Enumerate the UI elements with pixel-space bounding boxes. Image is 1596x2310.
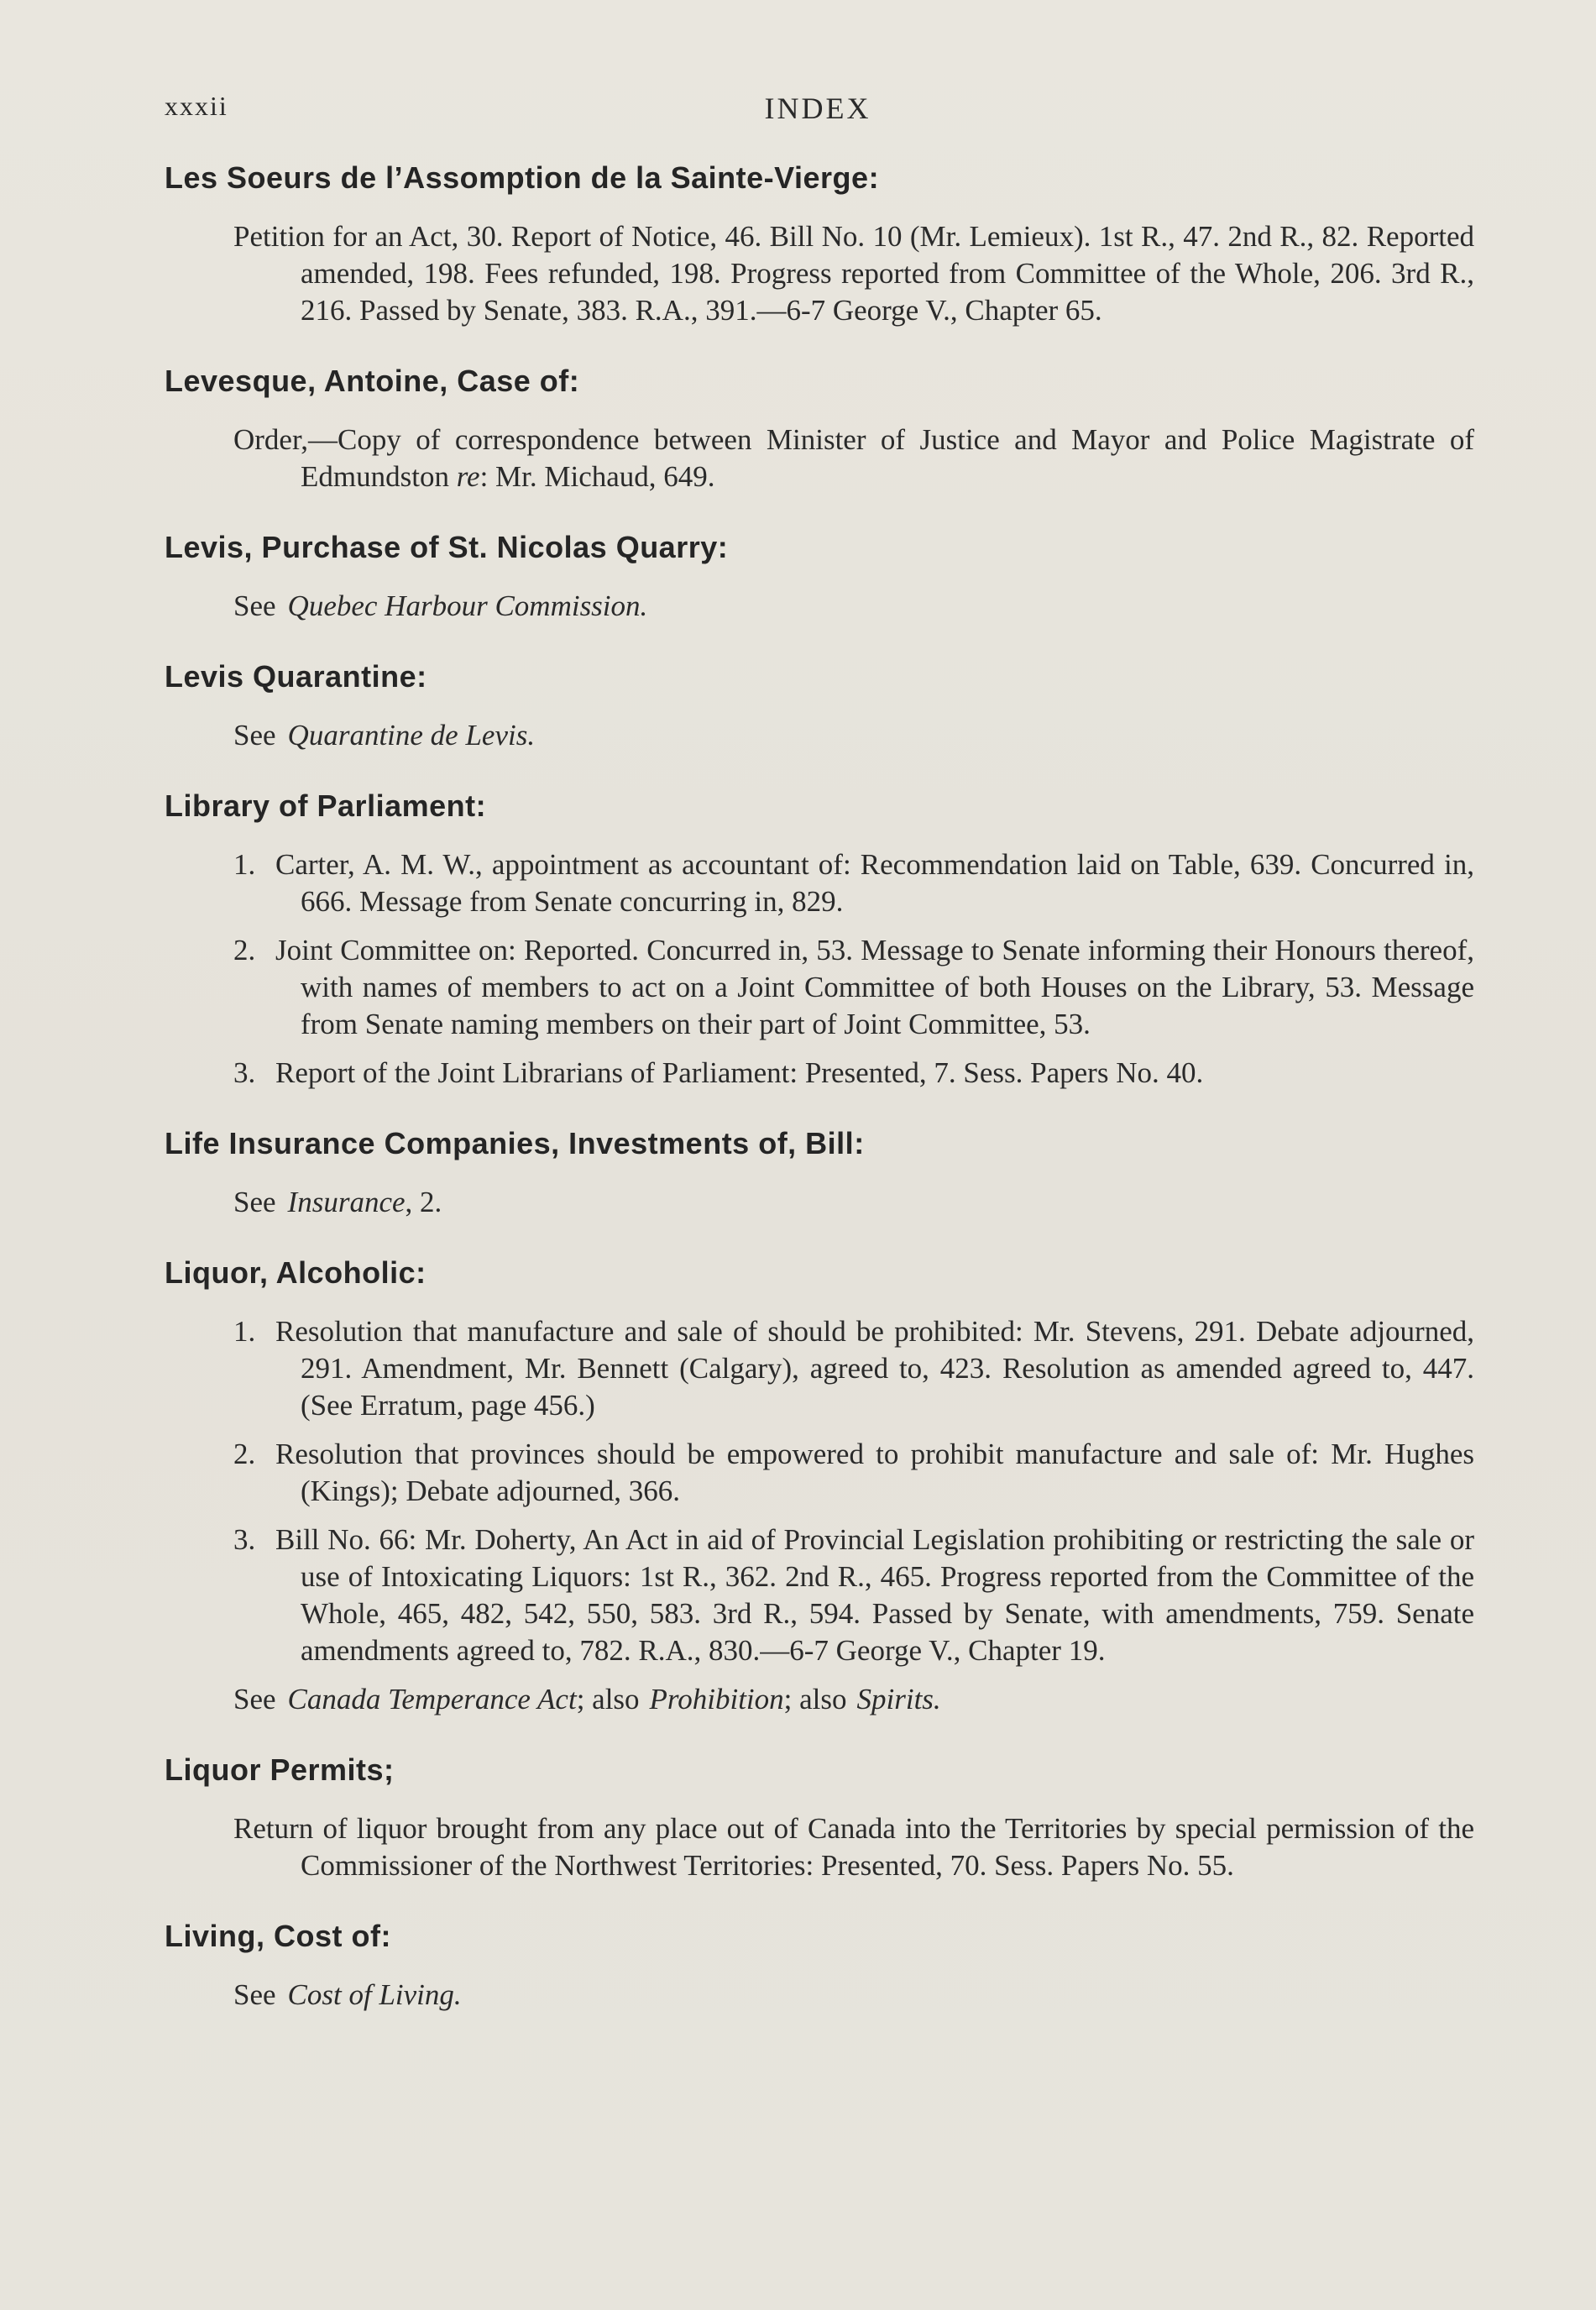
entry-heading: Levesque, Antoine, Case of: [165, 364, 580, 398]
see-reference [165, 717, 1474, 754]
item-number: 1. [233, 848, 256, 881]
see-label: See [233, 719, 276, 752]
paragraph-text: : Mr. Michaud, 649. [479, 460, 715, 493]
index-entry-liquor-permits [165, 1752, 1474, 1884]
index-entry-levis-quarantine [165, 658, 1474, 754]
see-label: See [233, 589, 276, 622]
item-number: 1. [233, 1315, 256, 1348]
item-text: Joint Committee on: Reported. Concurred in, 53. Message to Senate informing their Honours thereof, with names of members to act on a Joint Committee of both Houses on the Library, 53. Message from Senate naming members on their part of Joint Committee, 53. [275, 934, 1474, 1040]
paragraph-italic: re [456, 460, 480, 493]
see-label: See [233, 1186, 276, 1218]
item-number: 2. [233, 934, 256, 966]
item-text: Report of the Joint Librarians of Parliament: Presented, 7. Sess. Papers No. 40. [275, 1056, 1204, 1089]
entry-heading: Life Insurance Companies, Investments of, Bill: [165, 1126, 865, 1160]
entry-heading: Library of Parliament: [165, 788, 487, 823]
index-entry-life-insurance [165, 1125, 1474, 1221]
index-entry-levis-purchase [165, 529, 1474, 625]
reference-separator: ; also [576, 1683, 640, 1715]
numbered-item [165, 1055, 1474, 1092]
cross-reference: Canada Temperance Act [287, 1683, 577, 1715]
entry-paragraph [165, 422, 1474, 495]
page-number: xxxii [165, 91, 228, 121]
index-entry-liquor-alcoholic [165, 1255, 1474, 1718]
see-reference [165, 588, 1474, 625]
reference-suffix: , 2. [405, 1186, 442, 1218]
page-title: INDEX [764, 92, 871, 125]
item-text: Resolution that manufacture and sale of should be prohibited: Mr. Stevens, 291. Debate adjourned, 291. Amendment, Mr. Bennett (Calgary), agreed to, 423. Resolution as amended agreed to, 447. (See Erratum, page 456.) [275, 1315, 1474, 1422]
running-head [165, 91, 1471, 128]
numbered-item [165, 1436, 1474, 1510]
item-number: 3. [233, 1523, 256, 1556]
cross-reference: Cost of Living. [287, 1978, 462, 2011]
cross-reference: Prohibition [649, 1683, 784, 1715]
index-entry-levesque [165, 363, 1474, 495]
numbered-item [165, 932, 1474, 1043]
index-entry-les-soeurs [165, 160, 1474, 329]
entry-heading: Liquor, Alcoholic: [165, 1255, 426, 1290]
entry-heading: Levis Quarantine: [165, 659, 427, 694]
see-reference [165, 1977, 1474, 2014]
item-text: Carter, A. M. W., appointment as accountant of: Recommendation laid on Table, 639. Concurred in, 666. Message from Senate concurring in, 829. [275, 848, 1474, 918]
index-entry-library [165, 788, 1474, 1092]
item-number: 3. [233, 1056, 256, 1089]
index-content [165, 160, 1474, 2047]
numbered-item [165, 1522, 1474, 1669]
numbered-item [165, 846, 1474, 920]
entry-heading: Levis, Purchase of St. Nicolas Quarry: [165, 530, 729, 564]
entry-paragraph: Petition for an Act, 30. Report of Notice, 46. Bill No. 10 (Mr. Lemieux). 1st R., 47. 2nd R., 82. Reported amended, 198. Fees refunded, 198. Progress reported from Committee of the Whole, 206. 3rd R., 216. Passed by Senate, 383. R.A., 391.—6-7 George V., Chapter 65. [233, 220, 1474, 327]
cross-reference: Quarantine de Levis. [287, 719, 536, 752]
item-number: 2. [233, 1438, 256, 1470]
cross-reference: Spirits. [856, 1683, 941, 1715]
item-text: Bill No. 66: Mr. Doherty, An Act in aid of Provincial Legislation prohibiting or restricting the sale or use of Intoxicating Liquors: 1st R., 362. 2nd R., 465. Progress reported from the Committee of the Whole, 465, 482, 542, 550, 583. 3rd R., 594. Passed by Senate, with amendments, 759. Senate amendments agreed to, 782. R.A., 830.—6-7 George V., Chapter 19. [275, 1523, 1474, 1667]
see-label: See [233, 1683, 276, 1715]
cross-reference: Insurance [287, 1186, 406, 1218]
item-text: Resolution that provinces should be empowered to prohibit manufacture and sale of: Mr. Hughes (Kings); Debate adjourned, 366. [275, 1438, 1474, 1507]
paragraph-text: Order,—Copy of correspondence between Minister of Justice and Mayor and Police Magistrate of Edmundston [233, 423, 1474, 493]
see-label: See [233, 1978, 276, 2011]
entry-heading: Liquor Permits; [165, 1752, 395, 1787]
entry-paragraph: Return of liquor brought from any place out of Canada into the Territories by special permission of the Commissioner of the Northwest Territories: Presented, 70. Sess. Papers No. 55. [233, 1812, 1474, 1882]
reference-separator: ; also [783, 1683, 847, 1715]
cross-reference: Quebec Harbour Commission. [287, 589, 648, 622]
entry-heading: Les Soeurs de l’Assomption de la Sainte-Vierge: [165, 160, 880, 195]
entry-heading: Living, Cost of: [165, 1919, 391, 1953]
see-reference [165, 1681, 1474, 1718]
index-entry-living-cost [165, 1918, 1474, 2014]
see-reference [165, 1184, 1474, 1221]
numbered-item [165, 1313, 1474, 1424]
